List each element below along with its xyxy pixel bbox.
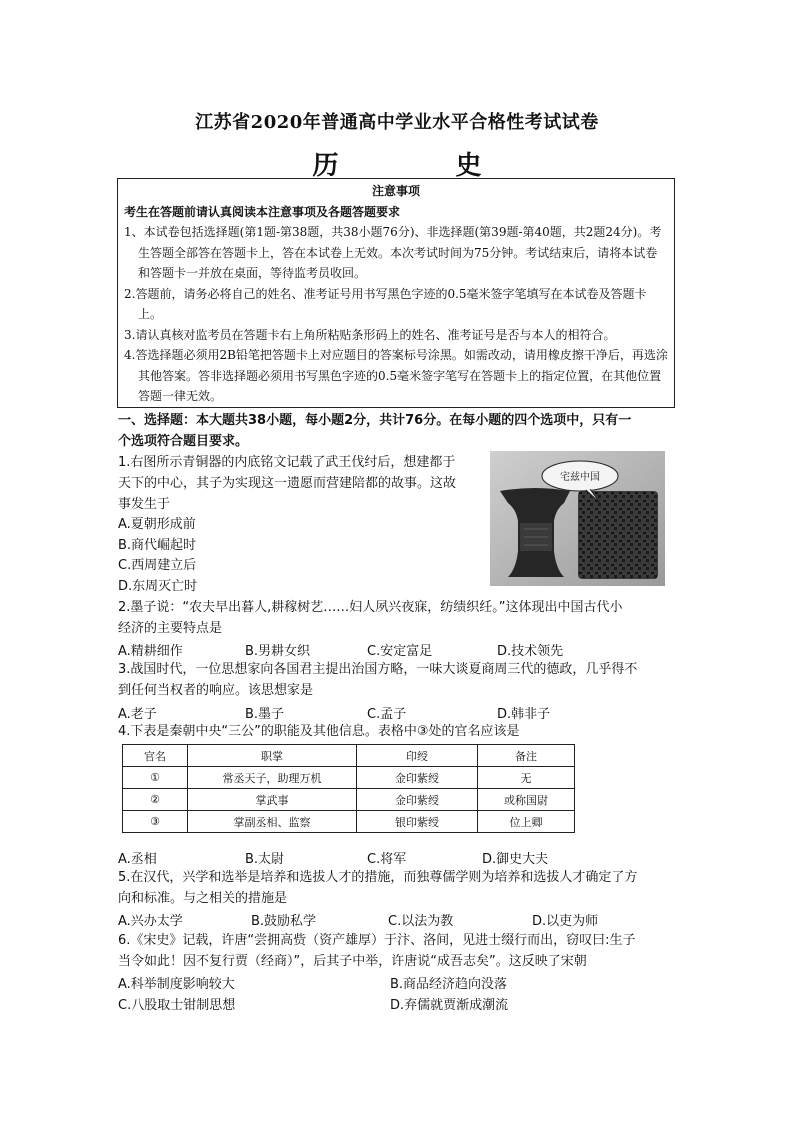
table-cell: 无: [478, 767, 575, 789]
sangong-table: [122, 744, 575, 833]
photo-caption: 宅兹中国: [560, 472, 600, 483]
q1-stem: 1.右图所示青铜器的内底铭文记载了武王伐纣后，想建都于: [118, 455, 456, 470]
q5-option-c: C.以法为教: [388, 914, 454, 929]
table-cell: ②: [123, 789, 188, 811]
table-cell: ③: [123, 811, 188, 833]
q6-stem: 6.《宋史》记载，许唐“尝拥高赀（资产雄厚）于汴、洛间，见进士缀行而出，窃叹曰:生子: [118, 933, 636, 948]
q6-option-c: C.八股取士钳制思想: [118, 998, 236, 1013]
q4-option-c: C.将军: [367, 852, 407, 867]
q2-option-a: A.精耕细作: [118, 644, 183, 659]
table-cell: 常丞天子，助理万机: [188, 767, 357, 789]
q2-option-c: C.安定富足: [367, 644, 433, 659]
table-cell: 或称国尉: [478, 789, 575, 811]
q4-option-d: D.御史大夫: [482, 852, 549, 867]
table-cell: 金印紫绶: [357, 789, 478, 811]
subject-title: 历 史: [312, 151, 536, 181]
q5-stem: 5.在汉代，兴学和选举是培养和选拔人才的措施，而独尊儒学则为培养和选拔人才确定了方: [118, 870, 638, 885]
table-header: 备注: [478, 745, 575, 767]
table-header-row: [123, 745, 575, 767]
table-row: [123, 767, 575, 789]
q3-stem: 3.战国时代，一位思想家向各国君主提出治国方略，一味大谈夏商周三代的德政，几乎得不: [118, 662, 638, 677]
table-row: [123, 789, 575, 811]
q3-option-d: D.韩非子: [497, 707, 551, 722]
table-cell: ①: [123, 767, 188, 789]
q2-stem: 经济的主要特点是: [118, 621, 223, 636]
q2-option-b: B.男耕女织: [245, 644, 311, 659]
q5-option-d: D.以吏为师: [532, 914, 599, 929]
bronze-vessel-photo: [490, 451, 665, 586]
q1-stem: 天下的中心，其子为实现这一遗愿而营建陪都的故事。这故: [118, 476, 457, 491]
notice-item: 3.请认真核对监考员在答题卡右上角所粘贴条形码上的姓名、准考证号是否与本人的相符合。: [124, 327, 616, 342]
q1-option-d: D.东周灭亡时: [118, 579, 198, 594]
notice-heading: 注意事项: [371, 184, 420, 198]
q4-option-a: A.丞相: [118, 852, 157, 867]
table-header: 职掌: [188, 745, 357, 767]
q6-option-a: A.科举制度影响较大: [118, 977, 235, 992]
q5-option-a: A.兴办太学: [118, 914, 183, 929]
q4-stem: 4.下表是秦朝中央“三公”的职能及其他信息。表格中③处的官名应该是: [118, 724, 520, 739]
q3-stem: 到任何当权者的响应。该思想家是: [118, 683, 314, 698]
q5-stem: 向和标准。与之相关的措施是: [118, 891, 288, 906]
table-cell: 掌武事: [188, 789, 357, 811]
q1-option-b: B.商代崛起时: [118, 538, 197, 553]
notice-subheading: 考生在答题前请认真阅读本注意事项及各题答题要求: [124, 204, 401, 219]
q2-option-d: D.技术领先: [497, 644, 564, 659]
section-instruction-line1: 一、选择题：本大题共38小题，每小题2分，共计76分。在每小题的四个选项中，只有一: [118, 413, 632, 428]
table-cell: 位上卿: [478, 811, 575, 833]
q1-stem: 事发生于: [118, 497, 171, 512]
table-cell: 掌副丞相、监察: [188, 811, 357, 833]
table-header: 官名: [123, 745, 188, 767]
q1-option-c: C.西周建立后: [118, 558, 197, 573]
notice-item: 1、本试卷包括选择题(第1题-第38题，共38小题76分)、非选择题(第39题-第40题，共2题24分)。考生答题全部答在答题卡上，答在本试卷上无效。本次考试时间为75分钟。考试结束后，请将本试卷和答题卡一并放在桌面，等待监考员收回。: [124, 225, 662, 280]
exam-title: 江苏省2020年普通高中学业水平合格性考试试卷: [195, 112, 599, 133]
table-row: [123, 811, 575, 833]
q6-option-d: D.弃儒就贾渐成潮流: [390, 998, 509, 1013]
table-header: 印绶: [357, 745, 478, 767]
q6-stem: 当令如此！因不复行贾（经商）”，后其子中举，许唐说“成吾志矣”。这反映了宋朝: [118, 954, 587, 969]
q6-option-b: B.商品经济趋向没落: [390, 977, 508, 992]
q3-option-a: A.老子: [118, 707, 157, 722]
table-cell: 金印紫绶: [357, 767, 478, 789]
q1-option-a: A.夏朝形成前: [118, 517, 196, 532]
q3-option-c: C.孟子: [367, 707, 407, 722]
section-instruction-line2: 个选项符合题目要求。: [118, 434, 249, 449]
q2-stem: 2.墨子说：“农夫早出暮人,耕稼树艺……妇人夙兴夜寐，纺绩织纴。”这体现出中国古代小: [118, 600, 623, 615]
notice-item: 2.答题前，请务必将自己的姓名、准考证号用书写黑色字迹的0.5毫米签字笔填写在本试卷及答题卡上。: [124, 286, 647, 321]
q4-option-b: B.太尉: [245, 852, 285, 867]
q3-option-b: B.墨子: [245, 707, 285, 722]
q5-option-b: B.鼓励私学: [251, 914, 317, 929]
table-cell: 银印紫绶: [357, 811, 478, 833]
notice-box: [117, 178, 675, 408]
notice-item: 4.答选择题必须用2B铅笔把答题卡上对应题目的答案标号涂黑。如需改动，请用橡皮擦干净后，再选涂其他答案。答非选择题必须用书写黑色字迹的0.5毫米签字笔写在答题卡上的指定位置，在其他位置答题一律无效。: [124, 348, 668, 403]
